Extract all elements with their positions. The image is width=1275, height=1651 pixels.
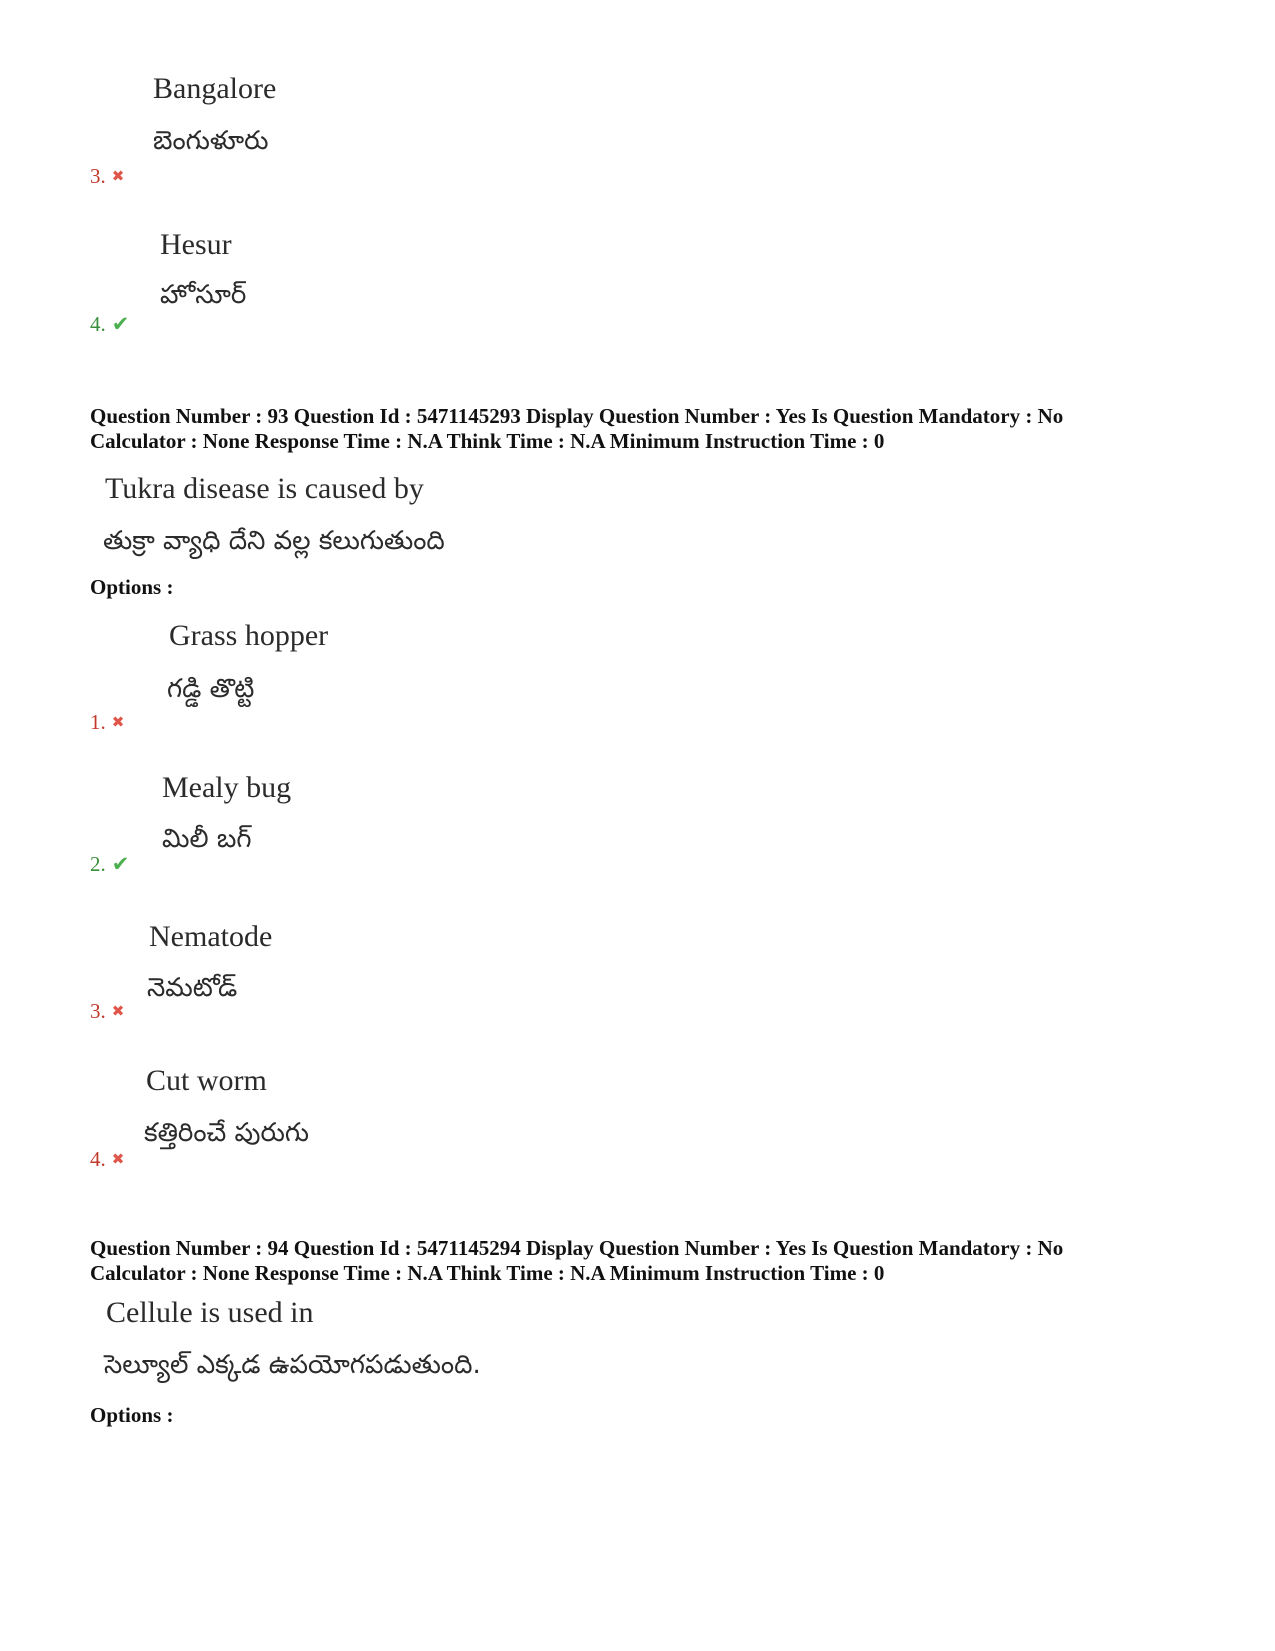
options-label: Options : — [90, 1403, 174, 1427]
option-text-english: Hesur — [160, 228, 232, 261]
option-text-telugu: హోసూర్ — [160, 280, 247, 310]
question-meta-line1: Question Number : 94 Question Id : 5471145294 Display Question Number : Yes Is Question Mandatory : No — [90, 1236, 1064, 1260]
question-meta-line2: Calculator : None Response Time : N.A Think Time : N.A Minimum Instruction Time : 0 — [90, 1261, 885, 1285]
option-text-english: Bangalore — [153, 72, 277, 105]
option-text-telugu: నెమటోడ్ — [147, 973, 238, 1003]
question-text-english: Cellule is used in — [106, 1296, 314, 1329]
question-text-telugu: తుక్రా వ్యాధి దేని వల్ల కలుగుతుంది — [103, 526, 445, 556]
cross-icon: ✖ — [111, 1150, 125, 1168]
option-marker — [90, 712, 124, 733]
option-text-telugu: కత్తిరించే పురుగు — [144, 1118, 310, 1148]
option-text-telugu: గడ్డి తొట్టి — [167, 674, 255, 704]
option-marker — [90, 1001, 124, 1022]
options-label: Options : — [90, 575, 174, 599]
option-text-telugu: మిలీ బగ్ — [162, 824, 252, 854]
option-text-english: Mealy bug — [162, 771, 292, 804]
question-meta-line1: Question Number : 93 Question Id : 5471145293 Display Question Number : Yes Is Question Mandatory : No — [90, 404, 1064, 428]
option-marker — [90, 854, 129, 875]
option-text-telugu: బెంగుళూరు — [153, 126, 269, 156]
question-meta — [90, 1236, 1063, 1286]
cross-icon: ✖ — [111, 713, 125, 731]
check-icon: ✔ — [111, 852, 130, 876]
option-text-english: Grass hopper — [169, 619, 329, 652]
option-marker — [90, 314, 129, 335]
option-marker — [90, 1149, 124, 1170]
question-text-telugu: సెల్యూల్ ఎక్కడ ఉపయోగపడుతుంది. — [104, 1350, 481, 1380]
option-number: 3. — [90, 164, 106, 188]
question-text-english: Tukra disease is caused by — [105, 472, 424, 505]
cross-icon: ✖ — [111, 1002, 125, 1020]
option-number: 1. — [90, 710, 106, 734]
question-meta — [90, 404, 1063, 454]
cross-icon: ✖ — [111, 167, 125, 185]
option-text-english: Cut worm — [146, 1064, 267, 1097]
option-number: 4. — [90, 312, 106, 336]
check-icon: ✔ — [111, 312, 130, 336]
option-number: 4. — [90, 1147, 106, 1171]
option-marker — [90, 166, 124, 187]
question-meta-line2: Calculator : None Response Time : N.A Think Time : N.A Minimum Instruction Time : 0 — [90, 429, 885, 453]
option-number: 2. — [90, 852, 106, 876]
option-text-english: Nematode — [149, 920, 273, 953]
option-number: 3. — [90, 999, 106, 1023]
